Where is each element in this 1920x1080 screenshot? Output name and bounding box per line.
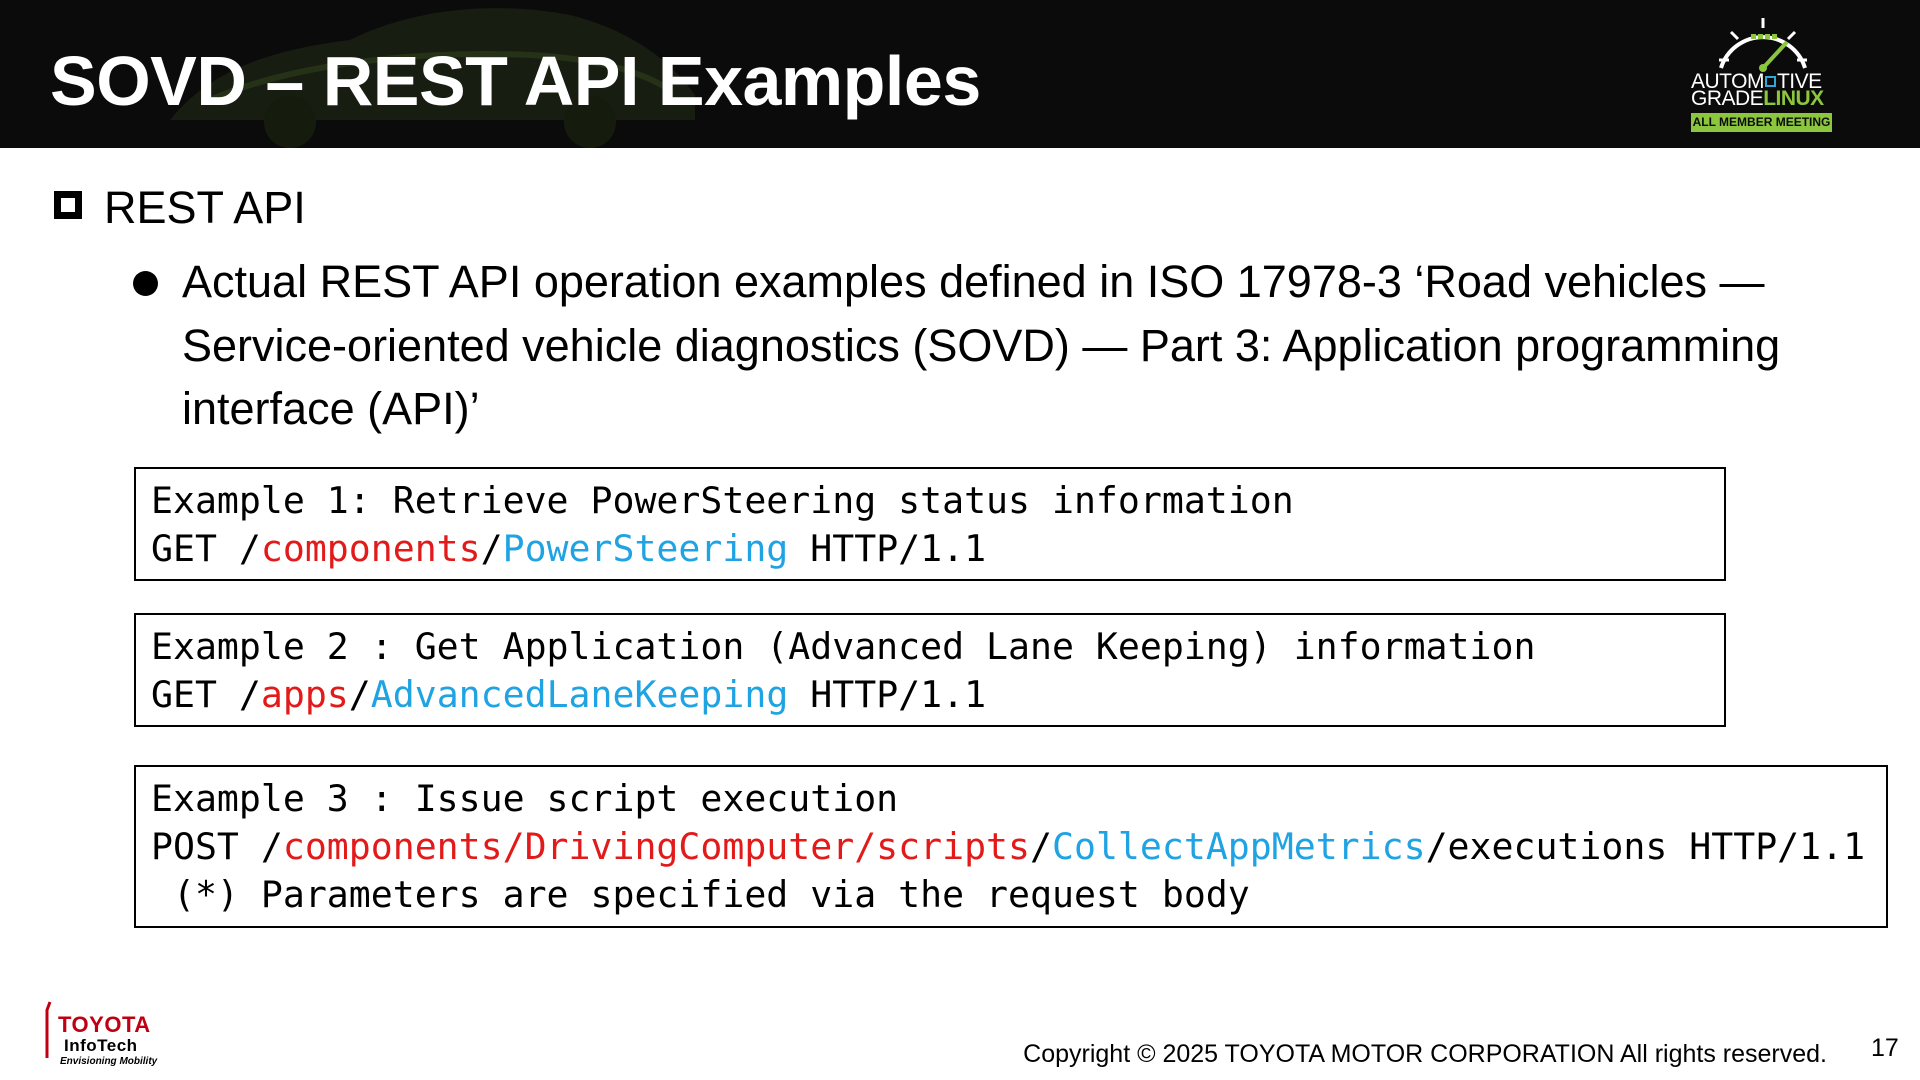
copyright-text: Copyright © 2025 TOYOTA MOTOR CORPORATION All rights reserved. — [1023, 1040, 1827, 1068]
logo-mark-icon — [44, 1000, 54, 1060]
round-bullet-icon — [133, 271, 158, 296]
hollow-square-bullet-icon — [54, 191, 82, 219]
example-box-1 — [134, 467, 1726, 581]
example-box-2 — [134, 613, 1726, 727]
example-1-request: GET /components/PowerSteering HTTP/1.1 — [151, 527, 987, 570]
square-o-icon — [1765, 76, 1776, 87]
example-2-request: GET /apps/AdvancedLaneKeeping HTTP/1.1 — [151, 673, 987, 716]
example-3-title: Example 3 : Issue script execution — [151, 777, 899, 820]
page-title: SOVD – REST API Examples — [50, 42, 981, 120]
agl-logo — [1685, 8, 1840, 136]
bullet-iso-description-text: Actual REST API operation examples defined in ISO 17978-3 ‘Road vehicles — Service-oriented vehicle diagnostics (SOVD) — Part 3: Application programming interface (API)’ — [182, 256, 1781, 434]
toyota-infotech-logo: TOYOTA InfoTech Envisioning Mobility — [42, 994, 172, 1070]
example-box-3 — [134, 765, 1888, 928]
gauge-icon — [1707, 8, 1819, 78]
bullet-rest-api-text: REST API — [104, 182, 306, 233]
agl-logo-line2: GRADELINUX — [1691, 87, 1824, 110]
agl-badge: ALL MEMBER MEETING — [1691, 113, 1832, 132]
example-2-title: Example 2 : Get Application (Advanced Lane Keeping) information — [151, 625, 1536, 668]
slide-header — [0, 0, 1920, 148]
example-1-title: Example 1: Retrieve PowerSteering status information — [151, 479, 1294, 522]
page-number: 17 — [1871, 1034, 1899, 1062]
example-3-request: POST /components/DrivingComputer/scripts/CollectAppMetrics/executions HTTP/1.1 — [151, 825, 1866, 868]
example-3-note: (*) Parameters are specified via the request body — [151, 873, 1250, 916]
bullet-rest-api — [54, 180, 306, 236]
agl-logo-line1: AUTOM TIVE — [1691, 70, 1822, 93]
